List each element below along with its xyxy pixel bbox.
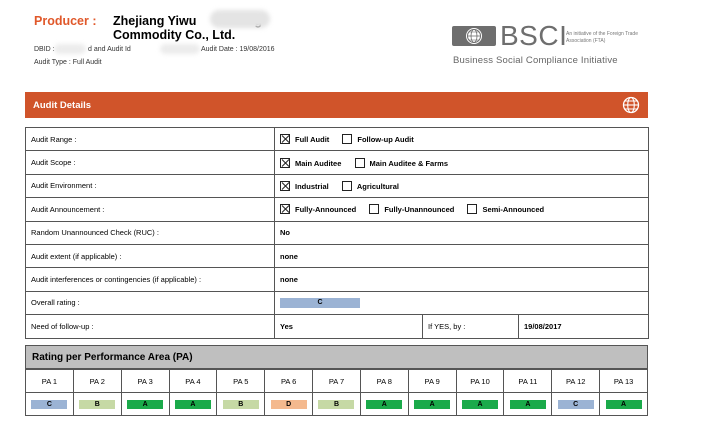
pa-label: PA 5 — [217, 370, 265, 393]
logo-initiative-text: An initiative of the Foreign Trade Association (FTA) — [566, 31, 638, 44]
bsci-logo — [452, 20, 652, 74]
option-fully-announced[interactable]: Fully-Announced — [280, 204, 356, 214]
logo-subtitle: Business Social Compliance Initiative — [453, 55, 618, 66]
row-label: Random Unannounced Check (RUC) : — [26, 221, 275, 244]
row-label: Overall rating : — [26, 291, 275, 314]
redaction-blur — [160, 44, 200, 54]
pa-rating-row — [26, 393, 648, 416]
pa-rating-cell — [456, 393, 504, 416]
checkbox-icon[interactable] — [355, 158, 365, 168]
pa-label: PA 1 — [26, 370, 74, 393]
checkbox-checked-icon[interactable] — [280, 158, 290, 168]
pa-rating-cell — [313, 393, 361, 416]
row-label: Audit Scope : — [26, 151, 275, 174]
row-label: Audit Environment : — [26, 174, 275, 197]
row-follow-up — [26, 315, 649, 338]
pa-rating-badge: B — [318, 400, 354, 409]
option-full-audit[interactable]: Full Audit — [280, 134, 329, 144]
pa-rating-badge: A — [175, 400, 211, 409]
row-interferences — [26, 268, 649, 291]
pa-title: Rating per Performance Area (PA) — [32, 352, 193, 363]
options-cell — [275, 128, 649, 151]
row-audit-scope — [26, 151, 649, 174]
audit-id-label: d and Audit Id — [88, 46, 131, 53]
globe-icon — [622, 96, 640, 114]
row-label: Audit Range : — [26, 128, 275, 151]
follow-up-date: 19/08/2017 — [519, 315, 649, 338]
pa-rating-cell — [600, 393, 648, 416]
pa-label-row — [26, 370, 648, 393]
pa-label: PA 11 — [504, 370, 552, 393]
checkbox-icon[interactable] — [342, 181, 352, 191]
pa-rating-cell — [360, 393, 408, 416]
producer-name: Zhejiang Yiwu Commodity Co., Ltd. — [113, 14, 236, 42]
option-semi-announced[interactable]: Semi-Announced — [467, 204, 544, 214]
checkbox-checked-icon[interactable] — [280, 181, 290, 191]
row-label: Audit Announcement : — [26, 198, 275, 221]
pa-rating-cell — [408, 393, 456, 416]
pa-rating-badge: A — [366, 400, 402, 409]
option-industrial[interactable]: Industrial — [280, 181, 329, 191]
pa-rating-badge: A — [606, 400, 642, 409]
pa-rating-badge: C — [558, 400, 594, 409]
pa-rating-cell — [73, 393, 121, 416]
performance-area-section — [25, 345, 648, 416]
audit-date: Audit Date : 19/08/2016 — [201, 46, 275, 53]
row-audit-environment — [26, 174, 649, 197]
pa-rating-badge: A — [462, 400, 498, 409]
row-audit-announcement — [26, 198, 649, 221]
extent-value: none — [275, 244, 649, 267]
section-title: Audit Details — [33, 100, 92, 111]
checkbox-icon[interactable] — [369, 204, 379, 214]
pa-rating-cell — [265, 393, 313, 416]
follow-up-value: Yes — [275, 315, 423, 338]
pa-rating-badge: B — [79, 400, 115, 409]
pa-label: PA 7 — [313, 370, 361, 393]
pa-label: PA 8 — [360, 370, 408, 393]
ruc-value: No — [275, 221, 649, 244]
row-audit-range — [26, 128, 649, 151]
option-follow-up-audit[interactable]: Follow-up Audit — [342, 134, 413, 144]
pa-rating-badge: A — [127, 400, 163, 409]
checkbox-icon[interactable] — [342, 134, 352, 144]
pa-rating-cell — [552, 393, 600, 416]
producer-label: Producer : — [34, 14, 97, 28]
checkbox-icon[interactable] — [467, 204, 477, 214]
audit-details-header — [25, 92, 648, 118]
pa-rating-badge: A — [510, 400, 546, 409]
pa-rating-cell — [169, 393, 217, 416]
options-cell — [275, 174, 649, 197]
overall-rating-cell — [275, 291, 649, 314]
row-label: Audit extent (if applicable) : — [26, 244, 275, 267]
pa-rating-badge: C — [31, 400, 67, 409]
option-main-auditee-farms[interactable]: Main Auditee & Farms — [355, 158, 449, 168]
redaction-blur — [54, 44, 86, 54]
options-cell — [275, 151, 649, 174]
checkbox-checked-icon[interactable] — [280, 204, 290, 214]
bsci-logo-icon — [452, 24, 496, 48]
pa-label: PA 9 — [408, 370, 456, 393]
dbid-label: DBID : — [34, 46, 55, 53]
pa-rating-cell — [217, 393, 265, 416]
pa-rating-badge: D — [271, 400, 307, 409]
pa-header — [25, 345, 648, 369]
pa-label: PA 4 — [169, 370, 217, 393]
audit-type: Audit Type : Full Audit — [34, 59, 102, 66]
row-overall-rating — [26, 291, 649, 314]
row-ruc — [26, 221, 649, 244]
pa-label: PA 13 — [600, 370, 648, 393]
audit-details-table — [25, 127, 649, 339]
pa-label: PA 2 — [73, 370, 121, 393]
option-main-auditee[interactable]: Main Auditee — [280, 158, 341, 168]
pa-rating-badge: A — [414, 400, 450, 409]
pa-rating-cell — [121, 393, 169, 416]
checkbox-checked-icon[interactable] — [280, 134, 290, 144]
interferences-value: none — [275, 268, 649, 291]
overall-rating-badge: C — [280, 298, 360, 308]
pa-label: PA 10 — [456, 370, 504, 393]
row-label: Audit interferences or contingencies (if applicable) : — [26, 268, 275, 291]
logo-wordmark: BSCI — [500, 20, 568, 51]
follow-up-by-label: If YES, by : — [423, 315, 519, 338]
row-audit-extent — [26, 244, 649, 267]
options-cell — [275, 198, 649, 221]
option-fully-unannounced[interactable]: Fully-Unannounced — [369, 204, 454, 214]
pa-rating-cell — [26, 393, 74, 416]
row-label: Need of follow-up : — [26, 315, 275, 338]
pa-label: PA 6 — [265, 370, 313, 393]
pa-label: PA 3 — [121, 370, 169, 393]
pa-rating-badge: B — [223, 400, 259, 409]
redaction-blur — [210, 10, 270, 28]
pa-label: PA 12 — [552, 370, 600, 393]
option-agricultural[interactable]: Agricultural — [342, 181, 399, 191]
pa-table — [25, 369, 648, 416]
pa-rating-cell — [504, 393, 552, 416]
